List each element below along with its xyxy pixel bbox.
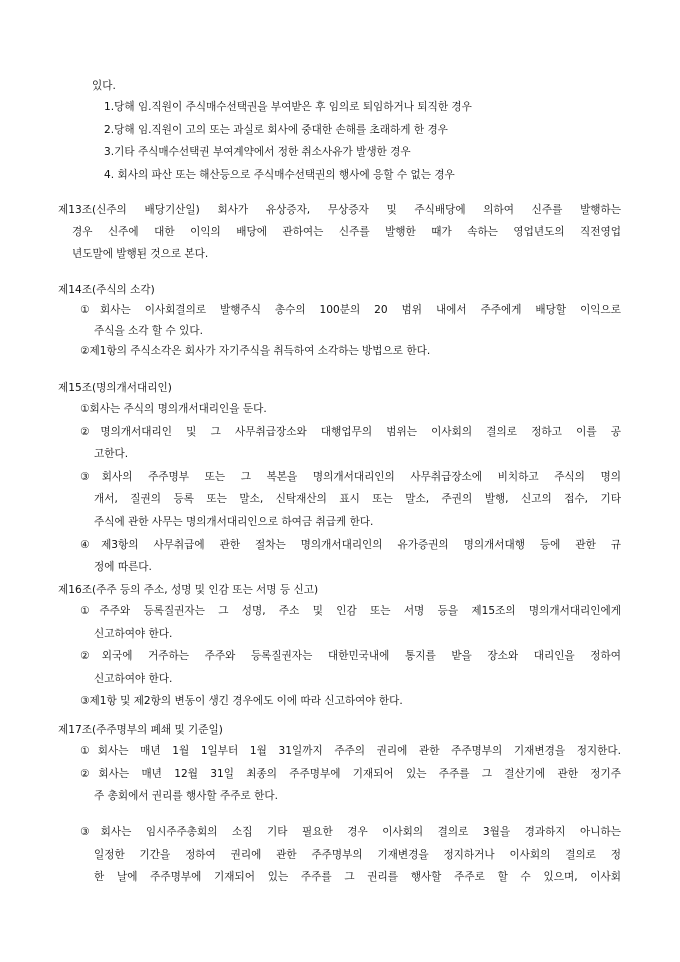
- article-17-body: [80, 741, 621, 807]
- clause-line: ①회사는 이사회결의로 발행주식 총수의 100분의 20 범위 내에서 주주에게 배당할 이익으로: [80, 304, 621, 316]
- article-17-body-continued: [80, 822, 621, 888]
- text-line: 있다.: [92, 80, 116, 92]
- article-16-body: [80, 601, 621, 712]
- article-13: [58, 200, 621, 221]
- article-13-body: [72, 222, 621, 264]
- clause-line: 일정한 기간을 정하여 권리에 관한 주주명부의 기재변경을 정지하거나 이사회의 결의로 정: [94, 848, 621, 861]
- article-16: [58, 580, 621, 601]
- clause-line: 주식을 소각 할 수 있다.: [94, 324, 203, 337]
- clause-line: ①주주와 등록질권자는 그 성명, 주소 및 인감 또는 서명 등을 제15조의 명의개서대리인에게: [80, 605, 621, 617]
- clause-line: ③회사의 주주명부 또는 그 복본을 명의개서대리인의 사무취급장소에 비치하고 주식의 명의: [80, 470, 621, 483]
- clause-line: ①회사는 매년 1월 1일부터 1월 31일까지 주주의 권리에 관한 주주명부의 기재변경을 정지한다.: [80, 745, 621, 757]
- article-17: [58, 720, 621, 741]
- article-title: 제16조(주주 등의 주소, 성명 및 인감 또는 서명 등 신고): [58, 584, 319, 596]
- list-item: 3.기타 주식매수선택권 부여계약에서 정한 취소사유가 발생한 경우: [104, 146, 411, 159]
- clause-line: 신고하여야 한다.: [94, 627, 173, 640]
- clause-line: ②외국에 거주하는 주주와 등록질권자는 대한민국내에 통지를 받을 장소와 대리인을 정하여: [80, 650, 621, 663]
- clause-line: ①회사는 주식의 명의개서대리인을 둔다.: [80, 403, 267, 415]
- article-title: 제15조(명의개서대리인): [58, 382, 172, 394]
- article-13-line: 년도말에 발행된 것으로 본다.: [72, 247, 209, 260]
- article-14: [58, 280, 621, 301]
- article-15: [58, 378, 621, 399]
- clause-line: 주식에 관한 사무는 명의개서대리인으로 하여금 취급케 한다.: [94, 515, 374, 528]
- list-item: 1.당해 임.직원이 주식매수선택권을 부여받은 후 임의로 퇴임하거나 퇴직한 경우: [104, 101, 472, 113]
- article-14-body: [80, 300, 621, 362]
- clause-line: 주 총회에서 권리를 행사할 주주로 한다.: [94, 790, 278, 803]
- article-12-continuation: [92, 76, 116, 97]
- article-13-line: 경우 신주에 대한 이익의 배당에 관하여는 신주를 발행한 때가 속하는 영업년도의 직전영업: [72, 226, 621, 238]
- clause-line: 한 날에 주주명부에 기재되어 있는 주주를 그 권리를 행사할 주주로 할 수 있으며, 이사회: [94, 871, 621, 884]
- clause-line: 고한다.: [94, 448, 129, 461]
- clause-line: 신고하여야 한다.: [94, 672, 173, 685]
- clause-line: ②회사는 매년 12월 31일 최종의 주주명부에 기재되어 있는 주주를 그 결산기에 관한 정기주: [80, 767, 621, 780]
- article-15-body: [80, 399, 621, 578]
- clause-line: 개서, 질권의 등록 또는 말소, 신탁재산의 표시 또는 말소, 주권의 발행, 신고의 접수, 기타: [94, 493, 621, 506]
- article-title: 제14조(주식의 소각): [58, 284, 155, 296]
- clause-line: 정에 따른다.: [94, 561, 152, 574]
- clause-line: ②명의개서대리인 및 그 사무취급장소와 대행업무의 범위는 이사회의 결의로 정하고 이를 공: [80, 425, 621, 438]
- list-item: 4. 회사의 파산 또는 해산등으로 주식매수선택권의 행사에 응할 수 없는 경우: [104, 168, 455, 181]
- clause-line: ④제3항의 사무취급에 관한 절차는 명의개서대리인의 유가증권의 명의개서대행 등에 관한 규: [80, 538, 621, 551]
- article-title: 제17조(주주명부의 폐쇄 및 기준일): [58, 724, 223, 736]
- clause-line: ②제1항의 주식소각은 회사가 자기주식을 취득하여 소각하는 방법으로 한다.: [80, 345, 431, 358]
- clause-line: ③제1항 및 제2항의 변동이 생긴 경우에도 이에 따라 신고하여야 한다.: [80, 695, 403, 708]
- article-12-cancellation-list: [104, 97, 472, 185]
- clause-line: ③회사는 임시주주총회의 소집 기타 필요한 경우 이사회의 결의로 3월을 경과하지 아니하는: [80, 826, 621, 838]
- article-13-line: 제13조(신주의 배당기산일) 회사가 유상증자, 무상증자 및 주식배당에 의하여 신주를 발행하는: [58, 204, 621, 216]
- list-item: 2.당해 임.직원이 고의 또는 과실로 회사에 중대한 손해를 초래하게 한 경우: [104, 123, 448, 136]
